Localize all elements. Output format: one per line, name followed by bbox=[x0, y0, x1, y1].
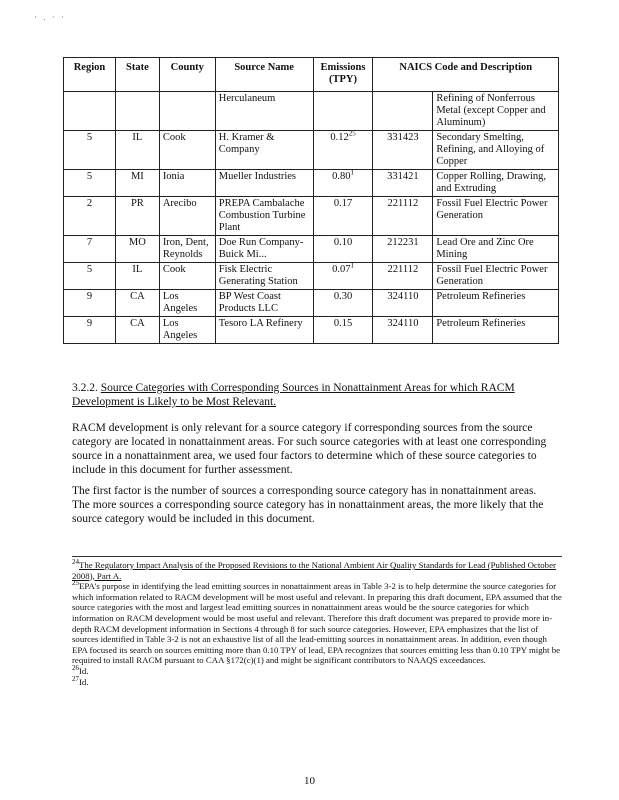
cell-source-name: H. Kramer & Company bbox=[215, 131, 313, 170]
page-number: 10 bbox=[304, 775, 315, 787]
cell-state: CA bbox=[115, 290, 159, 317]
emissions-footnote-ref: 1 bbox=[350, 168, 354, 177]
cell-region: 9 bbox=[64, 317, 116, 344]
col-naics: NAICS Code and Description bbox=[373, 58, 559, 92]
paragraph-2: The first factor is the number of sources a corresponding source category has in nonattainment areas. The more sources a corresponding source category has in nonattainment areas, the more likely that the source category would be included in this document. bbox=[72, 485, 544, 525]
cell-region: 5 bbox=[64, 263, 116, 290]
cell-naics-code: 324110 bbox=[373, 290, 433, 317]
section-heading bbox=[72, 381, 552, 409]
cell-county: Ionia bbox=[159, 170, 215, 197]
paragraph-1: RACM development is only relevant for a source category if corresponding sources from the source category are located in nonattainment areas. For such source categories with at least one corresponding source in a nonattainment area, we used four factors to determine which of these source categories to include in this document for further assessment. bbox=[72, 422, 547, 476]
footnote-24: $^{24}$The Regulatory Impact Analysis of the Proposed Revisions to the National Ambient Air Quality Standards for Lead (Published October 2008), Part A. bbox=[72, 558, 556, 581]
cell-emissions: 0.10 bbox=[313, 236, 373, 263]
footnote-25: $^{25}$EPA's purpose in identifying the lead emitting sources in nonattainment areas in Table 3-2 is to help determine the source categories for which information related to RACM development will be most useful and relevant. In preparing this draft document, EPA assumed that the source categories with the most and largest lead emitting sources in nonattainment areas would be the source categories for which information on RACM development would be most useful and relevant. Therefore this draft document was prepared to provide more in-depth RACM development information in Sections 4 through 8 for such source categories. However, EPA emphasizes that the list of sources identified in Table 3-2 is not an exhaustive list of all the lead-emitting sources in nonattainment areas. In addition, even though EPA focused its search on sources emitting more than 0.10 TPY of lead, EPA recognizes that sources emitting less than 0.10 TPY might be required to install RACM pursuant to CAA §172(c)(1) and might be significant contributors to NAAQS exceedances. bbox=[72, 579, 562, 666]
footnote-divider bbox=[72, 556, 562, 557]
table-row bbox=[64, 92, 559, 131]
section-number: 3.2.2. bbox=[72, 382, 98, 394]
footnotes bbox=[72, 560, 562, 687]
emissions-footnote-ref: 1 bbox=[350, 261, 354, 270]
cell-naics-description: Refining of Nonferrous Metal (except Copper and Aluminum) bbox=[433, 92, 559, 131]
cell-naics-description: Copper Rolling, Drawing, and Extruding bbox=[433, 170, 559, 197]
cell-source-name: BP West Coast Products LLC bbox=[215, 290, 313, 317]
col-county: County bbox=[159, 58, 215, 92]
cell-naics-description: Fossil Fuel Electric Power Generation bbox=[433, 197, 559, 236]
cell-region: 5 bbox=[64, 170, 116, 197]
cell-naics-code: 331423 bbox=[373, 131, 433, 170]
emissions-footnote-ref: 25 bbox=[348, 129, 356, 138]
footnote-26: $^{26}$Id. bbox=[72, 664, 89, 676]
cell-state: CA bbox=[115, 317, 159, 344]
cell-naics-description: Secondary Smelting, Refining, and Alloying of Copper bbox=[433, 131, 559, 170]
cell-region: 5 bbox=[64, 131, 116, 170]
cell-county: Los Angeles bbox=[159, 317, 215, 344]
cell-region: 2 bbox=[64, 197, 116, 236]
cell-county: Cook bbox=[159, 263, 215, 290]
cell-naics-description: Petroleum Refineries bbox=[433, 317, 559, 344]
table-row bbox=[64, 317, 559, 344]
cell-naics-code bbox=[373, 92, 433, 131]
cell-county bbox=[159, 92, 215, 131]
table-row bbox=[64, 197, 559, 236]
cell-emissions: 0.12$^{25}$ bbox=[313, 131, 373, 170]
cell-naics-description: Petroleum Refineries bbox=[433, 290, 559, 317]
cell-naics-code: 212231 bbox=[373, 236, 433, 263]
col-emissions: Emissions (TPY) bbox=[313, 58, 373, 92]
cell-source-name: PREPA Cambalache Combustion Turbine Plant bbox=[215, 197, 313, 236]
cell-naics-description: Fossil Fuel Electric Power Generation bbox=[433, 263, 559, 290]
cell-naics-code: 221112 bbox=[373, 263, 433, 290]
sources-table bbox=[63, 57, 559, 344]
cell-state: MI bbox=[115, 170, 159, 197]
table-row bbox=[64, 236, 559, 263]
cell-source-name: Doe Run Company-Buick Mi... bbox=[215, 236, 313, 263]
cell-state: MO bbox=[115, 236, 159, 263]
cell-source-name: Fisk Electric Generating Station bbox=[215, 263, 313, 290]
scan-speck: · . · · bbox=[34, 12, 66, 22]
cell-state: IL bbox=[115, 263, 159, 290]
cell-naics-code: 221112 bbox=[373, 197, 433, 236]
cell-source-name: Mueller Industries bbox=[215, 170, 313, 197]
cell-emissions: 0.15 bbox=[313, 317, 373, 344]
cell-emissions: 0.80$^1$ bbox=[313, 170, 373, 197]
cell-emissions bbox=[313, 92, 373, 131]
col-source-name: Source Name bbox=[215, 58, 313, 92]
table-header-row bbox=[64, 58, 559, 92]
cell-emissions: 0.17 bbox=[313, 197, 373, 236]
cell-naics-code: 324110 bbox=[373, 317, 433, 344]
cell-state bbox=[115, 92, 159, 131]
cell-region: 7 bbox=[64, 236, 116, 263]
cell-region bbox=[64, 92, 116, 131]
col-state: State bbox=[115, 58, 159, 92]
cell-emissions: 0.30 bbox=[313, 290, 373, 317]
cell-naics-description: Lead Ore and Zinc Ore Mining bbox=[433, 236, 559, 263]
cell-naics-code: 331421 bbox=[373, 170, 433, 197]
cell-source-name: Tesoro LA Refinery bbox=[215, 317, 313, 344]
cell-county: Arecibo bbox=[159, 197, 215, 236]
table-row bbox=[64, 263, 559, 290]
cell-source-name: Herculaneum bbox=[215, 92, 313, 131]
footnote-27: $^{27}$Id. bbox=[72, 674, 89, 687]
table-row bbox=[64, 170, 559, 197]
col-region: Region bbox=[64, 58, 116, 92]
table-row bbox=[64, 131, 559, 170]
cell-region: 9 bbox=[64, 290, 116, 317]
cell-county: Cook bbox=[159, 131, 215, 170]
cell-state: IL bbox=[115, 131, 159, 170]
cell-county: Iron, Dent, Reynolds bbox=[159, 236, 215, 263]
section-title: Source Categories with Corresponding Sources in Nonattainment Areas for which RACM Development is Likely to be Most Relevant. bbox=[72, 382, 515, 408]
cell-county: Los Angeles bbox=[159, 290, 215, 317]
cell-emissions: 0.07$^1$ bbox=[313, 263, 373, 290]
table-row bbox=[64, 290, 559, 317]
cell-state: PR bbox=[115, 197, 159, 236]
